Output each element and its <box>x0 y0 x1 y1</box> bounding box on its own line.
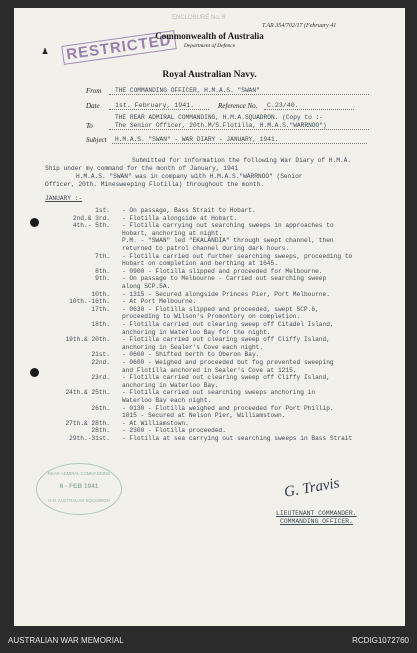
enclosure-stamp: ENCLOSURE No. 6 <box>172 15 226 21</box>
signature-rank: LIEUTENANT COMMANDER. <box>276 510 357 517</box>
punch-hole-bottom <box>30 368 39 377</box>
crest-icon: ♟ <box>42 46 49 57</box>
received-stamp <box>36 463 122 515</box>
entry-date: 7th. <box>95 252 110 260</box>
entry-text-line: - At Port Melbourne. <box>122 298 197 306</box>
entry-date: 10th. <box>91 290 110 298</box>
to-line-1: THE REAR ADMIRAL COMMANDING, H.M.A.SQUADRON. (Copy to :- <box>115 114 323 121</box>
entry-text-line: - Flotilla carried out further searching sweeps, proceeding to <box>122 252 353 260</box>
entry-date: 9th. <box>95 275 110 283</box>
intro-line-2: Ship under my command for the month of January, 1941 <box>45 165 239 172</box>
entry-text-line: along SCP.5A. <box>122 283 171 290</box>
entry-text-line: - 0900 - Flotilla slipped and proceeded for Melbourne. <box>122 267 323 275</box>
entry-date: 22nd. <box>91 359 110 366</box>
entry-text-line: anchoring in Waterloo Bay. <box>122 381 219 389</box>
commonwealth-heading: Commonwealth of Australia <box>155 31 264 41</box>
entry-date: 27th.& 28th. <box>65 419 110 427</box>
intro-line-3: H.M.A.S. "SWAN" was in company with H.M.A.S."WARRNOO" (Senior <box>76 173 303 180</box>
entry-date: 21st. <box>91 351 110 359</box>
footer-record-id: RCDIG1072760 <box>352 636 409 645</box>
footer-archive-name: AUSTRALIAN WAR MEMORIAL <box>8 636 124 645</box>
received-stamp-date: 6 - FEB 1941 <box>59 483 99 490</box>
entry-date: 1st. <box>95 207 110 214</box>
reference-value: C.23/40. <box>267 102 299 109</box>
entry-text-line: 1015 - Secured at Nelson Pier, Williamstown. <box>122 412 286 420</box>
to-line-2: The Senior Officer, 20th.M/S.Flotilla, H.M.A.S."WARRNOO") <box>115 122 327 129</box>
entry-text-line: - 0130 - Flotilla weighed and proceeded for Port Phillip. <box>122 404 334 412</box>
entry-text-line: - Flotilla at sea carrying out searching sweeps in Bass Strait <box>122 435 353 442</box>
entry-text-line: - 0600 - Weighed and proceeded but fog prevented sweeping <box>122 359 334 366</box>
entry-date: 24th.& 25th. <box>65 389 110 397</box>
entry-text-line: - 0600 - Shifted berth to Oberon Bay. <box>122 351 260 359</box>
entry-text-line: proceeding to Wilson's Promontory on completion. <box>122 313 301 321</box>
entry-text-line: - 0630 - Flotilla slipped and proceeded, swept SCP.6, <box>122 305 319 313</box>
entry-date: 4th.- 5th. <box>72 222 110 230</box>
intro-line-4: Officer, 20th. Minesweeping Flotilla) throughout the month. <box>45 181 265 188</box>
entry-text-line: Waterloo Bay each night. <box>122 397 212 404</box>
navy-heading: Royal Australian Navy. <box>162 70 257 80</box>
entry-text-line: - 2300 - Flotilla proceeded. <box>122 427 226 435</box>
entry-text-line: - On passage to Melbourne - Carried out searching sweep <box>122 275 327 283</box>
entry-date: 2nd.& 3rd. <box>72 214 110 222</box>
entry-text-line: - On passage, Bass Strait to Hobart. <box>122 207 256 214</box>
entry-text-line: - 1315 - Secured alongside Princes Pier, Port Melbourne. <box>122 290 330 298</box>
entry-text-line: - Flotilla carrying out searching sweeps in approaches to <box>122 222 334 230</box>
entry-text-line: - Flotilla carried out clearing sweep off Cliffy Island, <box>122 374 330 382</box>
entry-date: 28th. <box>91 427 110 435</box>
entry-date: 8th. <box>95 267 110 275</box>
subject-label: Subject <box>86 136 107 144</box>
received-stamp-line-1: REAR-ADMIRAL COMMANDING <box>47 471 111 476</box>
entry-text-line: anchoring in Sealer's Cove each night. <box>122 343 264 351</box>
reference-label: Reference No. <box>218 102 258 110</box>
document-page <box>14 8 405 626</box>
subject-value: H.M.A.S. "SWAN" - WAR DIARY - JANUARY, 1941. <box>115 136 279 143</box>
entry-date: 18th. <box>91 321 110 328</box>
punch-hole-top <box>30 218 39 227</box>
signature-title: COMMANDING OFFICER. <box>280 518 353 525</box>
entry-text-line: and Flotilla anchored in Sealer's Cove at 1215. <box>122 366 297 374</box>
entry-text-line: - Flotilla carried out searching sweeps anchoring in <box>122 389 316 397</box>
entry-date: 23rd. <box>91 374 110 382</box>
intro-line-1: Submitted for information the following War Diary of H.M.A. <box>132 157 352 164</box>
entry-text-line: - Flotilla carried out clearing sweep off Citadel Island, <box>122 321 334 328</box>
entry-text-line: Hobart, anchoring at night. <box>122 229 223 237</box>
from-label: From <box>86 87 102 95</box>
entry-text-line: Hobart on completion and berthing at 1645. <box>122 260 278 268</box>
entry-date: 10th.-16th. <box>69 298 110 306</box>
entry-date: 19th.& 20th. <box>65 336 110 344</box>
from-value: THE COMMANDING OFFICER, H.M.A.S. "SWAN" <box>115 87 260 94</box>
date-value: 1st. February, 1941. <box>115 102 195 109</box>
entry-text-line: anchoring in Waterloo Bay for the night. <box>122 328 271 336</box>
entry-text-line: - Flotilla alongside at Hobart. <box>122 214 238 222</box>
restricted-stamp: RESTRICTED <box>61 30 176 65</box>
signature-handwritten: G. Travis <box>282 475 341 501</box>
entry-date: 17th. <box>91 305 110 313</box>
entry-text-line: P.M. - "SWAN" led "EKALANDIA" through swept channel, then <box>122 237 334 245</box>
received-stamp-line-3: H.M. AUSTRALIAN SQUADRON <box>48 498 110 503</box>
file-reference: T.AR 354/702/17 (February 41 <box>262 23 337 29</box>
entry-text-line: - Flotilla carried out clearing sweep off Cliffy Island, <box>122 336 330 344</box>
entry-text-line: - At Williamstown. <box>122 419 189 427</box>
to-label: To <box>86 122 93 130</box>
entry-date: 29th.-31st. <box>69 435 110 442</box>
department-heading: Department of Defence <box>183 43 236 49</box>
date-label: Date <box>86 102 100 110</box>
entry-date: 26th. <box>91 404 110 412</box>
month-heading: JANUARY :- <box>45 195 83 202</box>
entry-text-line: returned to patrol channel during dark hours. <box>122 245 290 252</box>
